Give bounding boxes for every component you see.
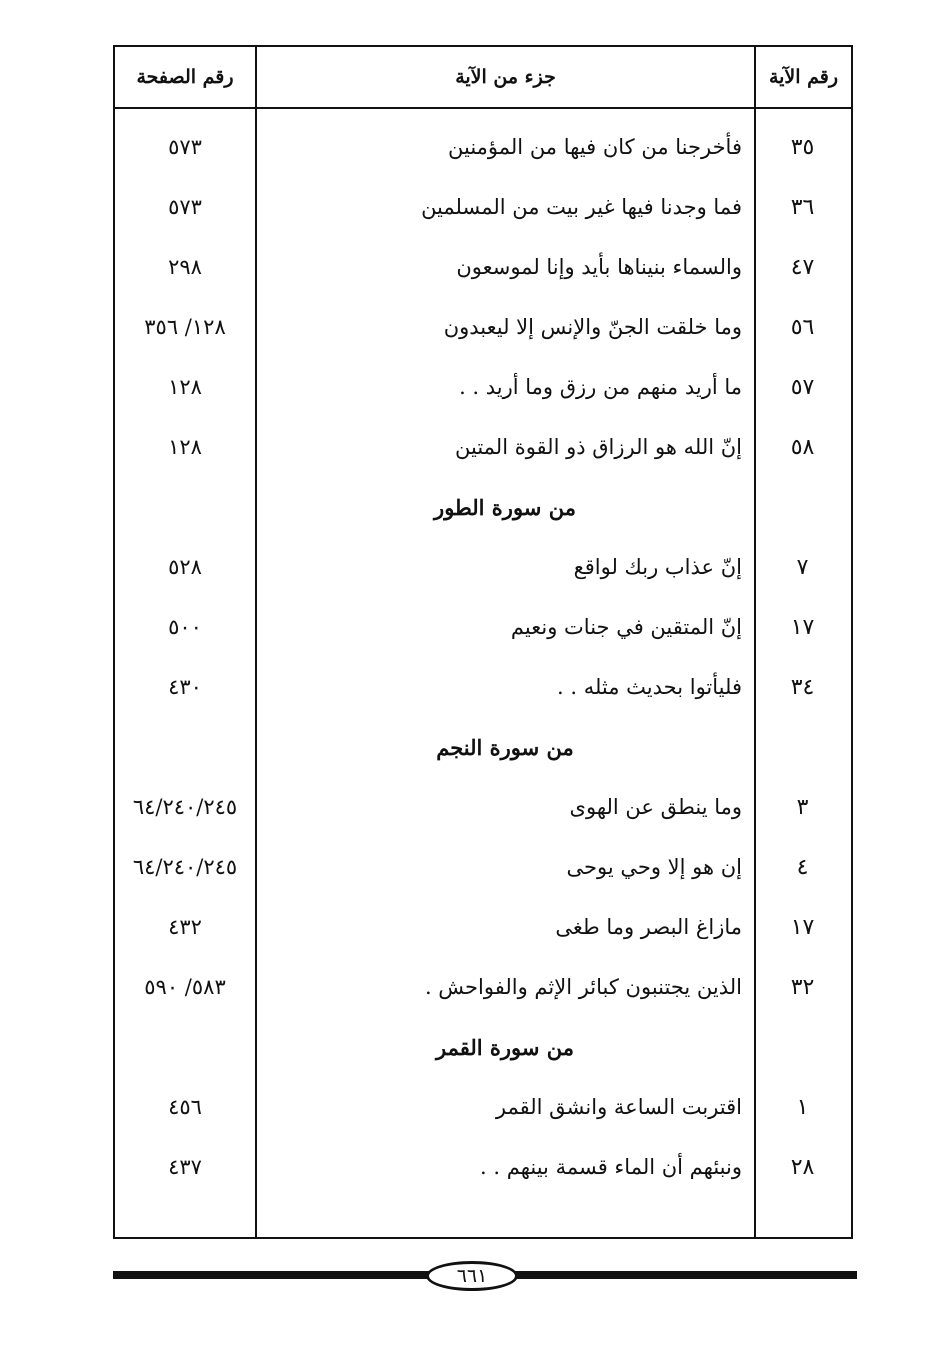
page-reference: ٤٥٦ bbox=[168, 1095, 202, 1119]
verse-excerpt: إنّ عذاب ربك لواقع bbox=[573, 555, 742, 579]
table-row bbox=[115, 117, 851, 177]
header-verse-number: رقم الآية bbox=[768, 66, 839, 88]
table-row bbox=[115, 1077, 851, 1137]
verse-excerpt: إن هو إلا وحي يوحى bbox=[566, 855, 742, 879]
table-row bbox=[115, 297, 851, 357]
page-reference: ٤٣٢ bbox=[168, 915, 202, 939]
verse-excerpt: الذين يجتنبون كبائر الإثم والفواحش . bbox=[424, 975, 742, 999]
table-row bbox=[115, 417, 851, 477]
verse-number: ٣ bbox=[796, 794, 809, 820]
table-row bbox=[115, 597, 851, 657]
verse-excerpt: إنّ المتقين في جنات ونعيم bbox=[510, 615, 742, 639]
table-row bbox=[115, 957, 851, 1017]
page-reference: ٥٠٠ bbox=[168, 615, 202, 639]
page-reference: ٥٧٣ bbox=[168, 195, 202, 219]
header-divider bbox=[115, 107, 851, 109]
page-reference: ٢٩٨ bbox=[168, 255, 202, 279]
page-reference: ٥٧٣ bbox=[168, 135, 202, 159]
verse-number: ٤ bbox=[796, 854, 809, 880]
page-reference: ١٢٨ bbox=[168, 435, 202, 459]
page-reference: ٤٣٠ bbox=[168, 675, 202, 699]
verse-number: ٣٤ bbox=[790, 674, 815, 700]
verse-number: ٥٨ bbox=[790, 434, 815, 460]
surah-section-heading: من سورة النجم bbox=[436, 734, 574, 760]
verse-number: ١٧ bbox=[790, 614, 815, 640]
verse-excerpt: اقتربت الساعة وانشق القمر bbox=[495, 1095, 742, 1119]
page-number: ٦٦١ bbox=[426, 1261, 518, 1291]
table-row bbox=[115, 177, 851, 237]
verse-number: ٥٧ bbox=[790, 374, 815, 400]
verse-excerpt: وما خلقت الجنّ والإنس إلا ليعبدون bbox=[443, 315, 742, 339]
verse-number: ٣٢ bbox=[790, 974, 815, 1000]
verse-excerpt: مازاغ البصر وما طغى bbox=[555, 915, 742, 939]
verse-number: ٤٧ bbox=[790, 254, 815, 280]
table-row bbox=[115, 1137, 851, 1197]
table-row bbox=[115, 357, 851, 417]
table-row bbox=[115, 837, 851, 897]
verse-excerpt: ونبئهم أن الماء قسمة بينهم . . bbox=[480, 1155, 742, 1179]
verse-excerpt: فليأتوا بحديث مثله . . bbox=[557, 675, 742, 699]
page-reference: ٤٣٧ bbox=[168, 1155, 202, 1179]
header-page-number: رقم الصفحة bbox=[136, 66, 234, 88]
verse-number: ٢٨ bbox=[790, 1154, 815, 1180]
table-row bbox=[115, 537, 851, 597]
table-row bbox=[115, 777, 851, 837]
verse-number: ٣٥ bbox=[790, 134, 815, 160]
verse-number: ١٧ bbox=[790, 914, 815, 940]
verse-number: ١ bbox=[796, 1094, 809, 1120]
verse-number: ٧ bbox=[796, 554, 809, 580]
surah-section-heading: من سورة الطور bbox=[434, 494, 576, 520]
verse-excerpt: إنّ الله هو الرزاق ذو القوة المتين bbox=[455, 435, 742, 459]
page-reference: ٦٤/٢٤٠/٢٤٥ bbox=[132, 795, 238, 819]
table-row bbox=[115, 657, 851, 717]
page-reference: ١٢٨/ ٣٥٦ bbox=[144, 315, 226, 339]
page-reference: ٦٤/٢٤٠/٢٤٥ bbox=[132, 855, 238, 879]
verse-number: ٥٦ bbox=[790, 314, 815, 340]
surah-section-heading: من سورة القمر bbox=[435, 1034, 575, 1060]
index-table bbox=[113, 45, 853, 1239]
table-row bbox=[115, 897, 851, 957]
verse-excerpt: وما ينطق عن الهوى bbox=[569, 795, 742, 819]
page-reference: ٥٢٨ bbox=[168, 555, 202, 579]
verse-excerpt: والسماء بنيناها بأيد وإنا لموسعون bbox=[456, 255, 742, 279]
header-verse-part: جزء من الآية bbox=[455, 66, 556, 88]
verse-excerpt: فأخرجنا من كان فيها من المؤمنين bbox=[448, 135, 742, 159]
page-reference: ١٢٨ bbox=[168, 375, 202, 399]
page-reference: ٥٨٣/ ٥٩٠ bbox=[144, 975, 226, 999]
table-row bbox=[115, 237, 851, 297]
verse-excerpt: فما وجدنا فيها غير بيت من المسلمين bbox=[421, 195, 742, 219]
verse-number: ٣٦ bbox=[790, 194, 815, 220]
verse-excerpt: ما أريد منهم من رزق وما أريد . . bbox=[459, 375, 742, 399]
